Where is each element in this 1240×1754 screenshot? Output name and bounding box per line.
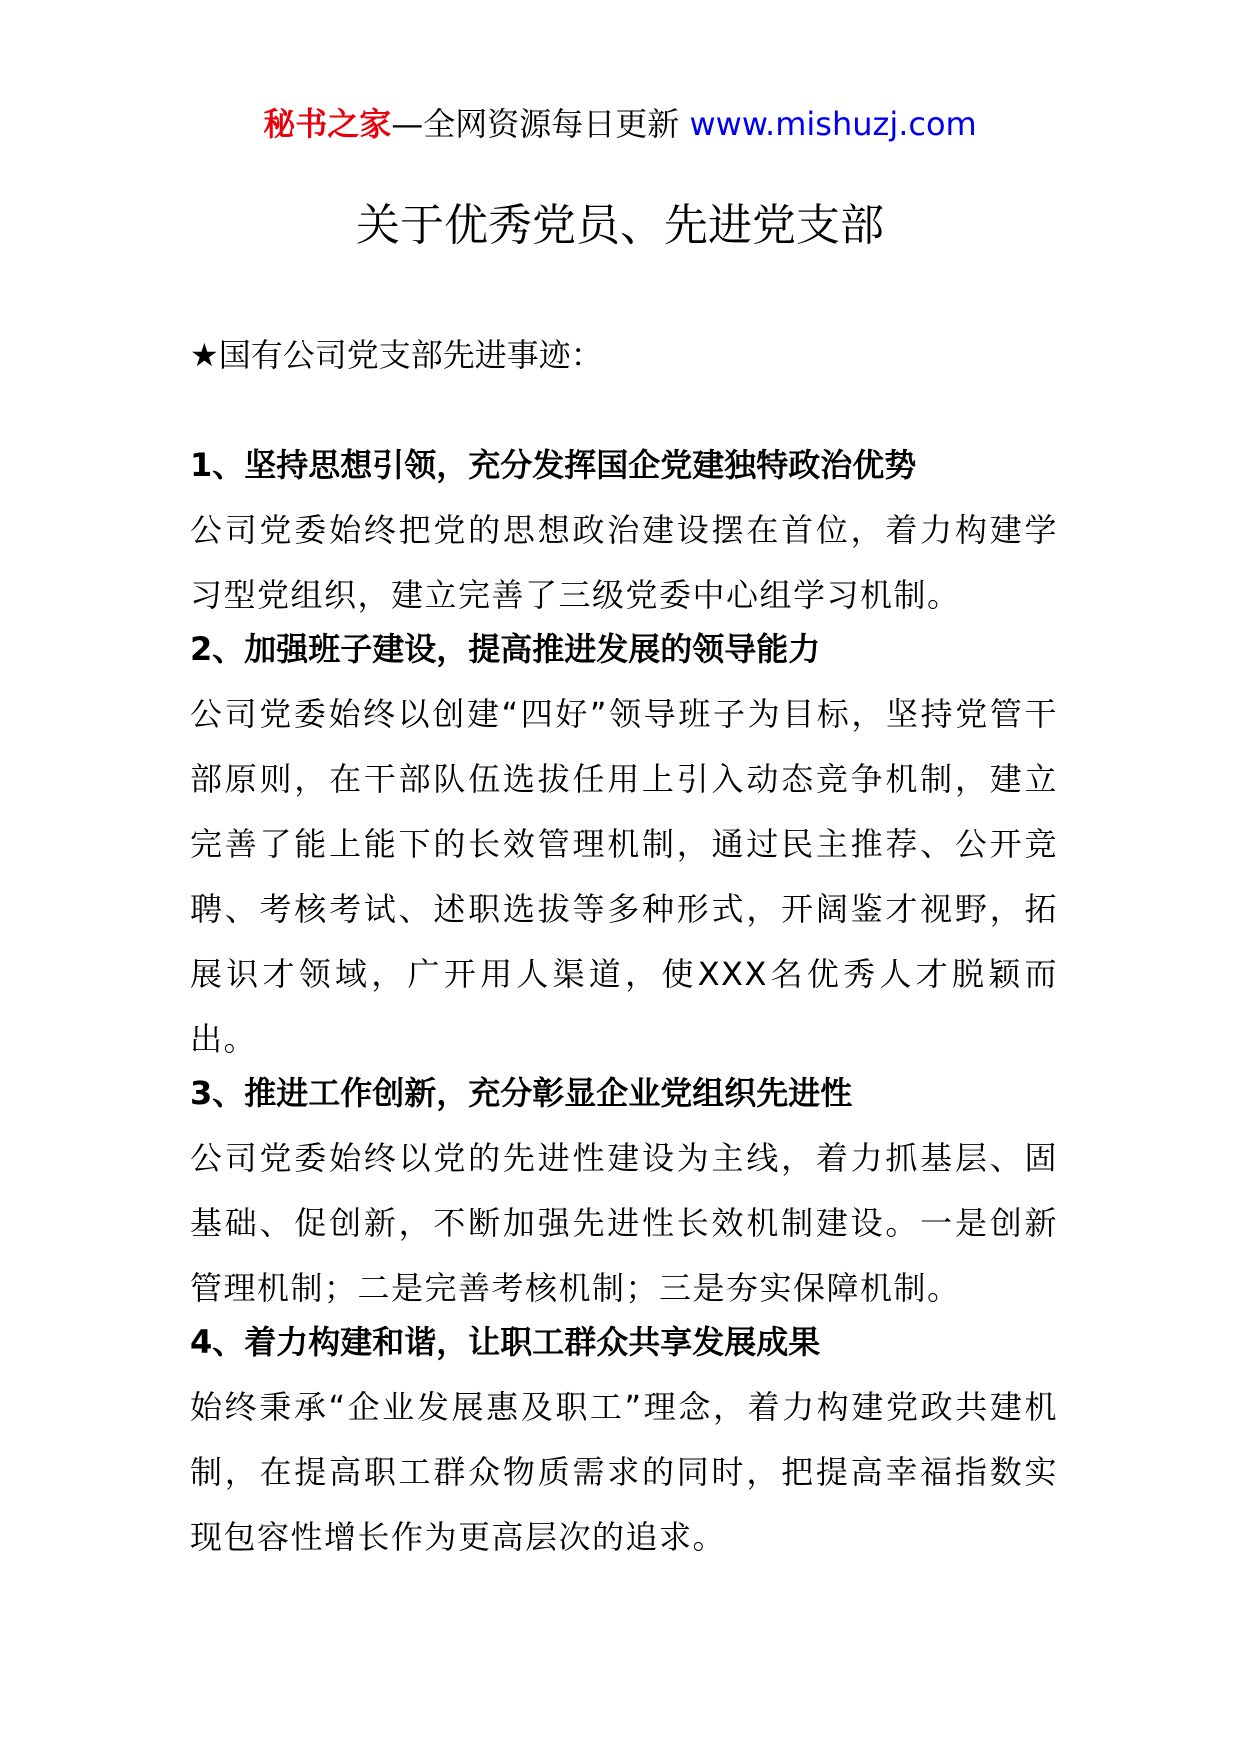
site-tagline: —全网资源每日更新 [391, 105, 690, 143]
section-3 [190, 1071, 1058, 1321]
site-url-link[interactable]: www.mishuzj.com [689, 105, 977, 143]
section-1 [190, 443, 1058, 628]
site-header [0, 100, 1240, 148]
document-intro: ★国有公司党支部先进事迹： [190, 336, 603, 374]
site-brand: 秘书之家 [263, 105, 392, 143]
section-2 [190, 627, 1058, 1072]
section-heading: 1、坚持思想引领，充分发挥国企党建独特政治优势 [190, 446, 917, 484]
section-4 [190, 1320, 1058, 1570]
section-heading: 2、加强班子建设，提高推进发展的领导能力 [190, 630, 821, 668]
document-title: 关于优秀党员、先进党支部 [356, 200, 884, 251]
section-paragraph: 始终秉承“企业发展惠及职工”理念，着力构建党政共建机制，在提高职工群众物质需求的同时，把提高幸福指数实现包容性增长作为更高层次的追求。 [190, 1388, 1058, 1556]
section-heading: 3、推进工作创新，充分彰显企业党组织先进性 [190, 1074, 853, 1112]
section-heading: 4、着力构建和谐，让职工群众共享发展成果 [190, 1323, 821, 1361]
section-paragraph: 公司党委始终以党的先进性建设为主线，着力抓基层、固基础、促创新，不断加强先进性长效机制建设。一是创新管理机制；二是完善考核机制；三是夯实保障机制。 [190, 1139, 1058, 1307]
section-paragraph: 公司党委始终把党的思想政治建设摆在首位，着力构建学习型党组织，建立完善了三级党委中心组学习机制。 [190, 511, 1058, 614]
document-body [190, 333, 1058, 1570]
section-paragraph: 公司党委始终以创建“四好”领导班子为目标，坚持党管干部原则，在干部队伍选拔任用上引入动态竞争机制，建立完善了能上能下的长效管理机制，通过民主推荐、公开竞聘、考核考试、述职选拔等多种形式，开阔鉴才视野，拓展识才领域，广开用人渠道，使XXX名优秀人才脱颖而出。 [190, 695, 1058, 1058]
